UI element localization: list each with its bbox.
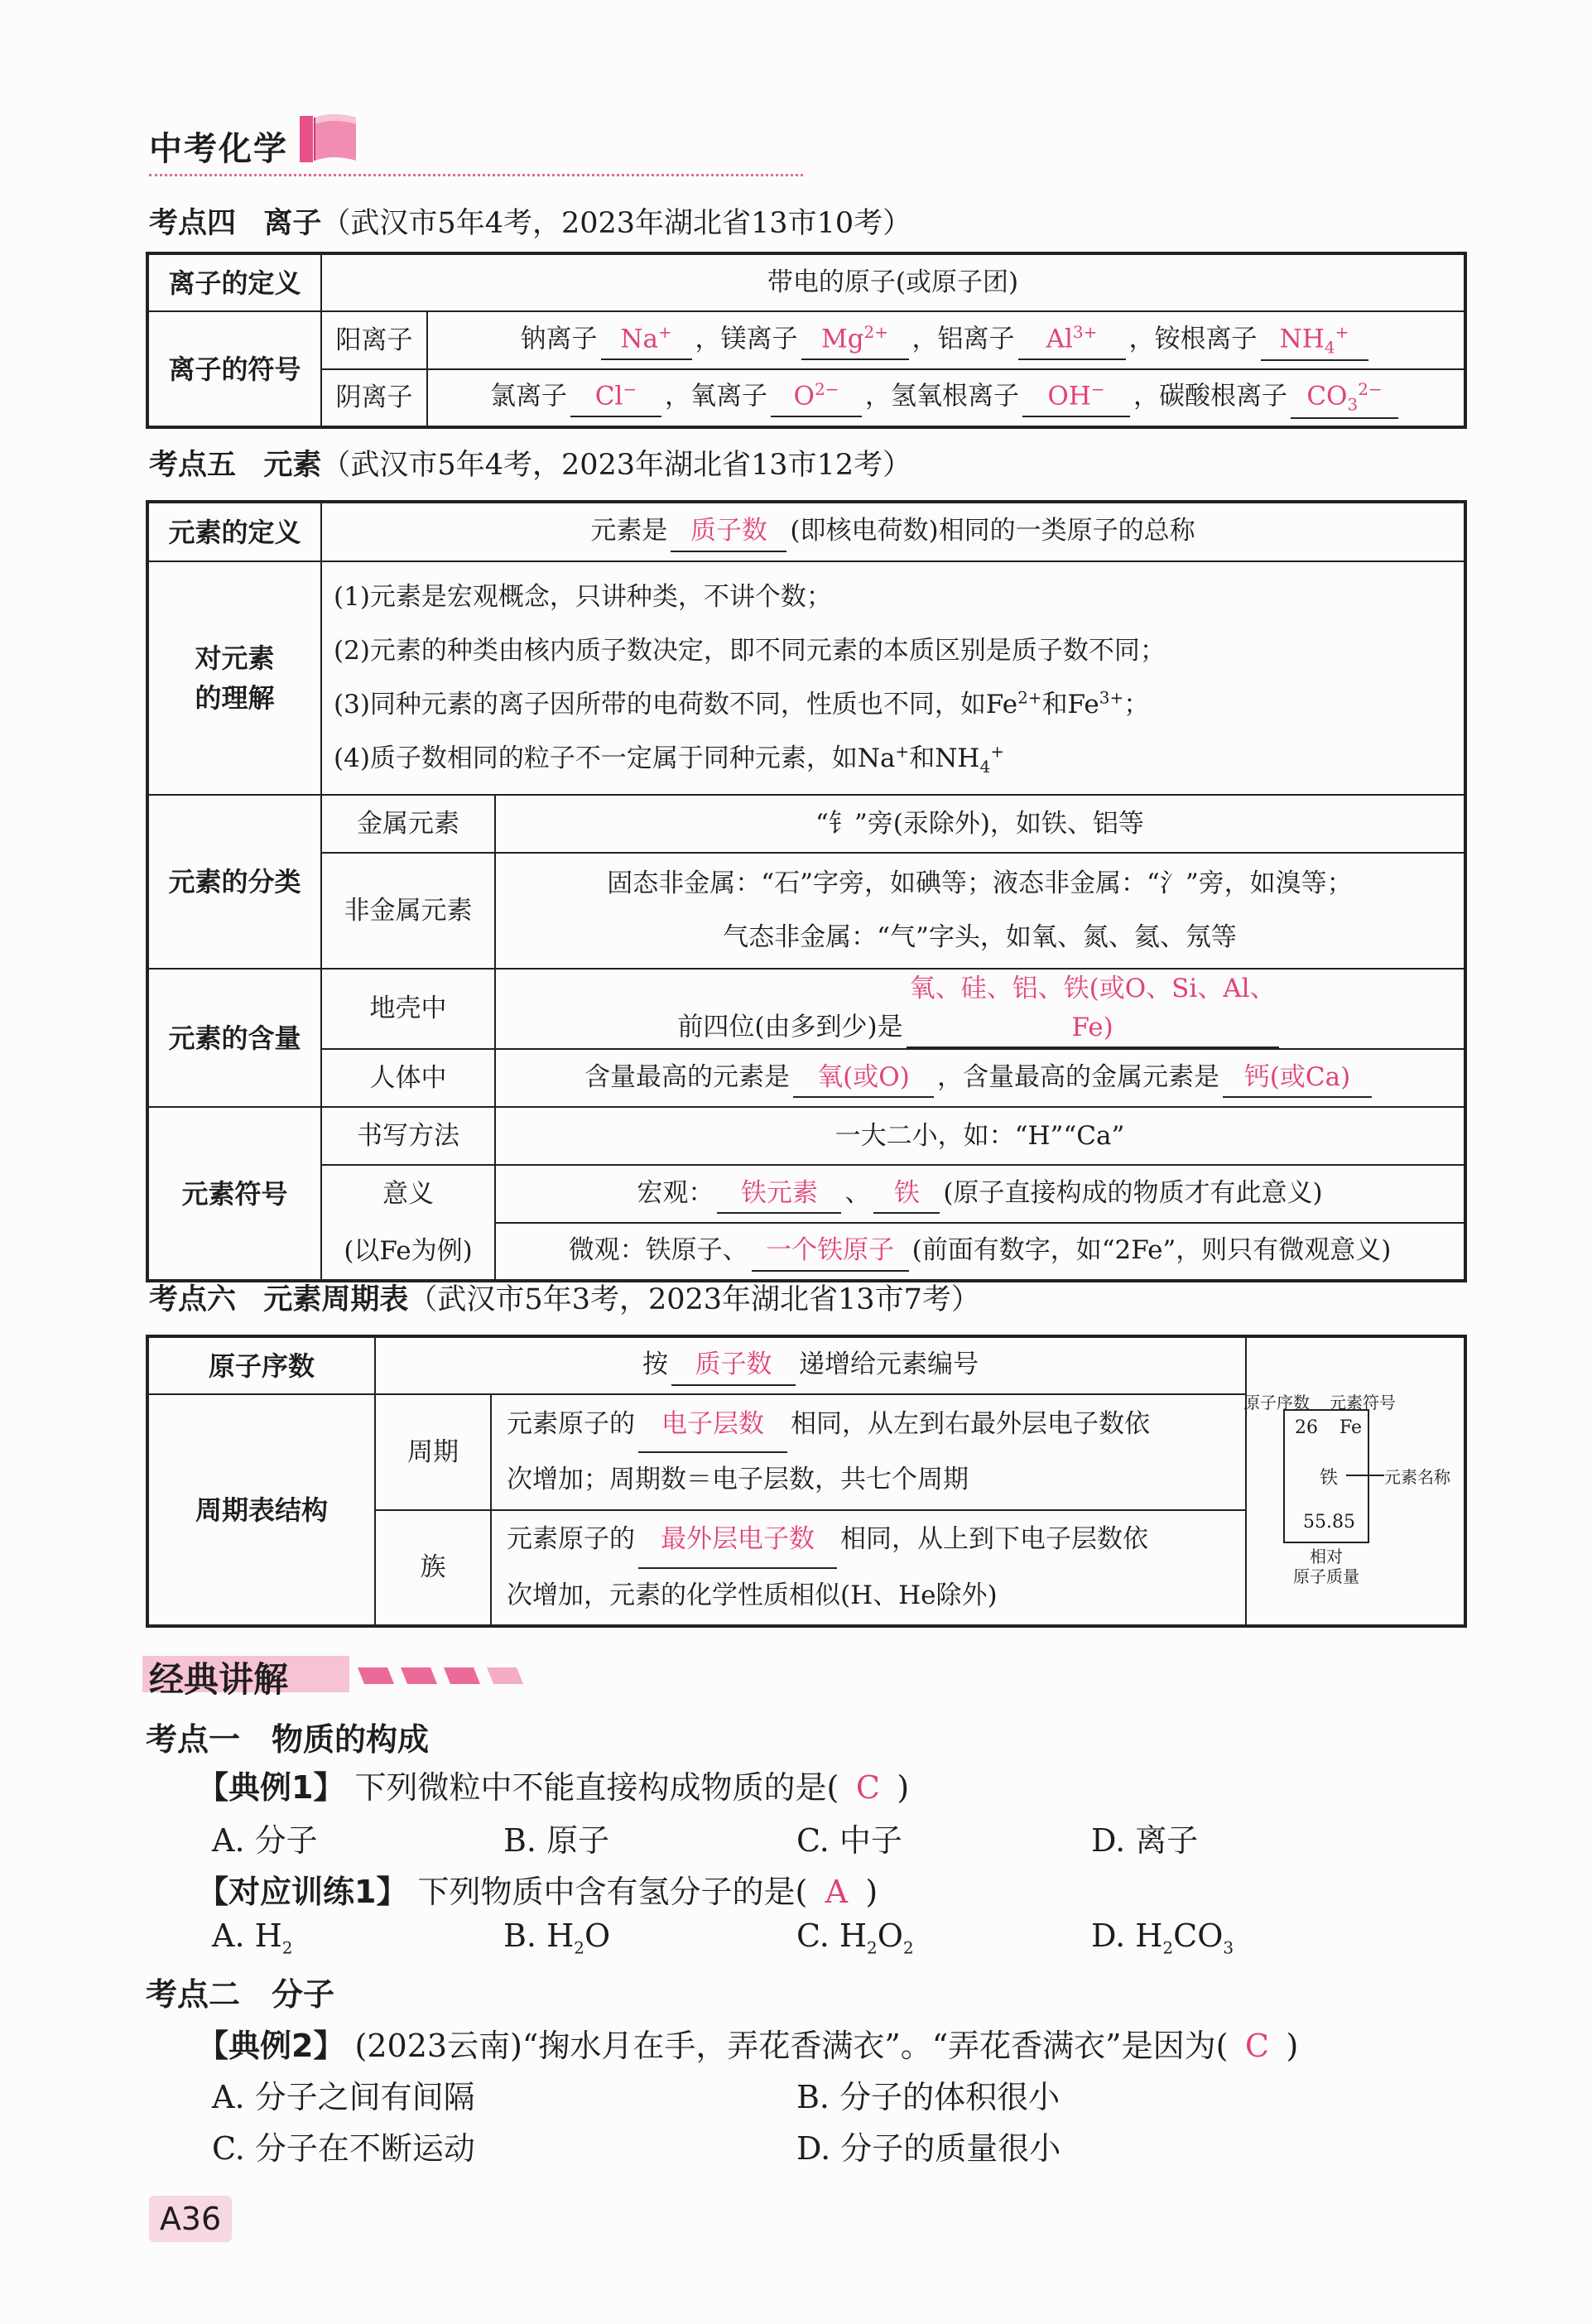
- group-label: 族: [375, 1510, 491, 1626]
- num-caption: 原子序数: [1243, 1393, 1310, 1412]
- name-pointer: [1346, 1475, 1384, 1476]
- understand-points: (1)元素是宏观概念，只讲种类，不讲个数； (2)元素的种类由核内质子数决定，即不同元素的本质区别是质子数不同； (3)同种元素的离子因所带的电荷数不同，性质也不同，如$Fe^{2+}$和$Fe^{3+}$； (4)质子数相同的粒子不一定属于同种元素，如Na+和$NH_4^+$: [321, 561, 1465, 795]
- anion-label: 阴离子: [321, 369, 427, 427]
- element-cell-annotation: [1242, 1340, 1465, 1613]
- example-1: 【典例1】 下列微粒中不能直接构成物质的是( C ): [197, 1769, 910, 1806]
- ex1-option-d: D. 离子: [1091, 1822, 1199, 1859]
- group-value: 元素原子的 最外层电子数 相同，从上到下电子层数依 次增加，元素的化学性质相似(H、He除外): [491, 1510, 1246, 1626]
- tr1-option-c: C. $H_2O_2$: [796, 1917, 914, 1958]
- period-label: 周期: [375, 1394, 491, 1510]
- tr1-option-d: D. $H_2CO_3$: [1091, 1917, 1234, 1958]
- cell-name: 铁: [1320, 1468, 1339, 1489]
- structure-label: 周期表结构: [147, 1394, 375, 1626]
- element-def-value: 元素是 质子数 (即核电荷数)相同的一类原子的总称: [321, 502, 1465, 561]
- mass-caption-1: 相对: [1310, 1547, 1343, 1566]
- period-value: 元素原子的 电子层数 相同，从左到右最外层电子数依 次增加；周期数＝电子层数，共七个周期: [491, 1394, 1246, 1510]
- cell-number: 26: [1295, 1417, 1318, 1438]
- ex1-option-c: C. 中子: [796, 1822, 902, 1859]
- cation-label: 阳离子: [321, 311, 427, 369]
- write-value: 一大二小，如：“H”“Ca”: [495, 1107, 1465, 1165]
- topic-1: 考点一 物质的构成: [146, 1721, 430, 1758]
- micro-value: 微观：铁原子、 一个铁原子 (前面有数字，如“2Fe”，则只有微观意义): [495, 1223, 1465, 1281]
- element-def-label: 元素的定义: [147, 502, 321, 561]
- example-2: 【典例2】 (2023云南)“掬水月在手，弄花香满衣”。“弄花香满衣”是因为( C ): [197, 2028, 1299, 2064]
- meaning-label: 意义 (以Fe为例): [321, 1165, 495, 1281]
- sym-caption: 元素符号: [1330, 1393, 1396, 1412]
- ex2-option-c: C. 分子在不断运动: [212, 2130, 475, 2167]
- write-label: 书写方法: [321, 1107, 495, 1165]
- page-number: A36: [149, 2196, 232, 2242]
- header-title: 中考化学: [149, 130, 288, 168]
- ex2-option-a: A. 分子之间有间隔: [212, 2079, 475, 2115]
- cell-symbol: Fe: [1339, 1417, 1363, 1438]
- content-label: 元素的含量: [147, 969, 321, 1107]
- topic-2: 考点二 分子: [146, 1976, 335, 2013]
- metal-label: 金属元素: [321, 795, 495, 853]
- nonmetal-label: 非金属元素: [321, 853, 495, 969]
- lecture-title: 经典讲解: [149, 1659, 289, 1700]
- macro-value: 宏观： 铁元素 、 铁 (原子直接构成的物质才有此意义): [495, 1165, 1465, 1223]
- crust-label: 地壳中: [321, 969, 495, 1049]
- anion-row: 氯离子 Cl− ，氧离子 $O^{2-}$ ，氢氧根离子 OH− ，碳酸根离子 $CO_3^{2-}$: [427, 369, 1465, 427]
- section-5-heading: 考点五 元素（武汉市5年4考，2023年湖北省13市12考）: [149, 449, 912, 482]
- understand-label: 对元素 的理解: [147, 561, 321, 795]
- name-caption: 元素名称: [1384, 1467, 1450, 1487]
- tr1-option-b: B. $H_2O$: [503, 1917, 611, 1958]
- metal-value: “钅”旁(汞除外)，如铁、铝等: [495, 795, 1465, 853]
- ex2-option-d: D. 分子的质量很小: [796, 2130, 1061, 2167]
- body-label: 人体中: [321, 1049, 495, 1107]
- header-divider: [149, 174, 803, 176]
- ion-table: [146, 252, 1467, 429]
- symbol-label: 元素符号: [147, 1107, 321, 1281]
- ex1-option-b: B. 原子: [503, 1822, 610, 1859]
- tr1-option-a: A. $H_2$: [212, 1917, 293, 1958]
- cell-mass: 55.85: [1303, 1512, 1355, 1532]
- crust-value: 前四位(由多到少)是氧、硅、铝、铁(或O、Si、Al、Fe): [495, 969, 1465, 1049]
- section-4-heading: 考点四 离子（武汉市5年4考，2023年湖北省13市10考）: [149, 207, 912, 240]
- ion-def-value: 带电的原子(或原子团): [321, 253, 1465, 311]
- nonmetal-value: 固态非金属：“石”字旁，如碘等；液态非金属：“氵”旁，如溴等； 气态非金属：“气”字头，如氧、氮、氦、氖等: [495, 853, 1465, 969]
- ion-def-label: 离子的定义: [147, 253, 321, 311]
- training-1: 【对应训练1】 下列物质中含有氢分子的是( A ): [197, 1874, 878, 1910]
- ex2-option-b: B. 分子的体积很小: [796, 2079, 1061, 2115]
- ex1-option-a: A. 分子: [212, 1822, 318, 1859]
- class-label: 元素的分类: [147, 795, 321, 969]
- body-value: 含量最高的元素是 氧(或O) ，含量最高的金属元素是 钙(或Ca): [495, 1049, 1465, 1107]
- element-table: [146, 500, 1467, 1282]
- cation-row: 钠离子 Na+ ，镁离子 $Mg^{2+}$ ，铝离子 $Al^{3+}$ ，铵根离子 $NH_4^+$: [427, 311, 1465, 369]
- book-icon: [296, 109, 363, 167]
- section-6-heading: 考点六 元素周期表（武汉市5年3考，2023年湖北省13市7考）: [149, 1283, 980, 1316]
- atomic-number-value: 按 质子数 递增给元素编号: [375, 1336, 1246, 1394]
- mass-caption-2: 原子质量: [1293, 1566, 1359, 1586]
- ion-symbol-label: 离子的符号: [147, 311, 321, 427]
- atomic-number-label: 原子序数: [147, 1336, 375, 1394]
